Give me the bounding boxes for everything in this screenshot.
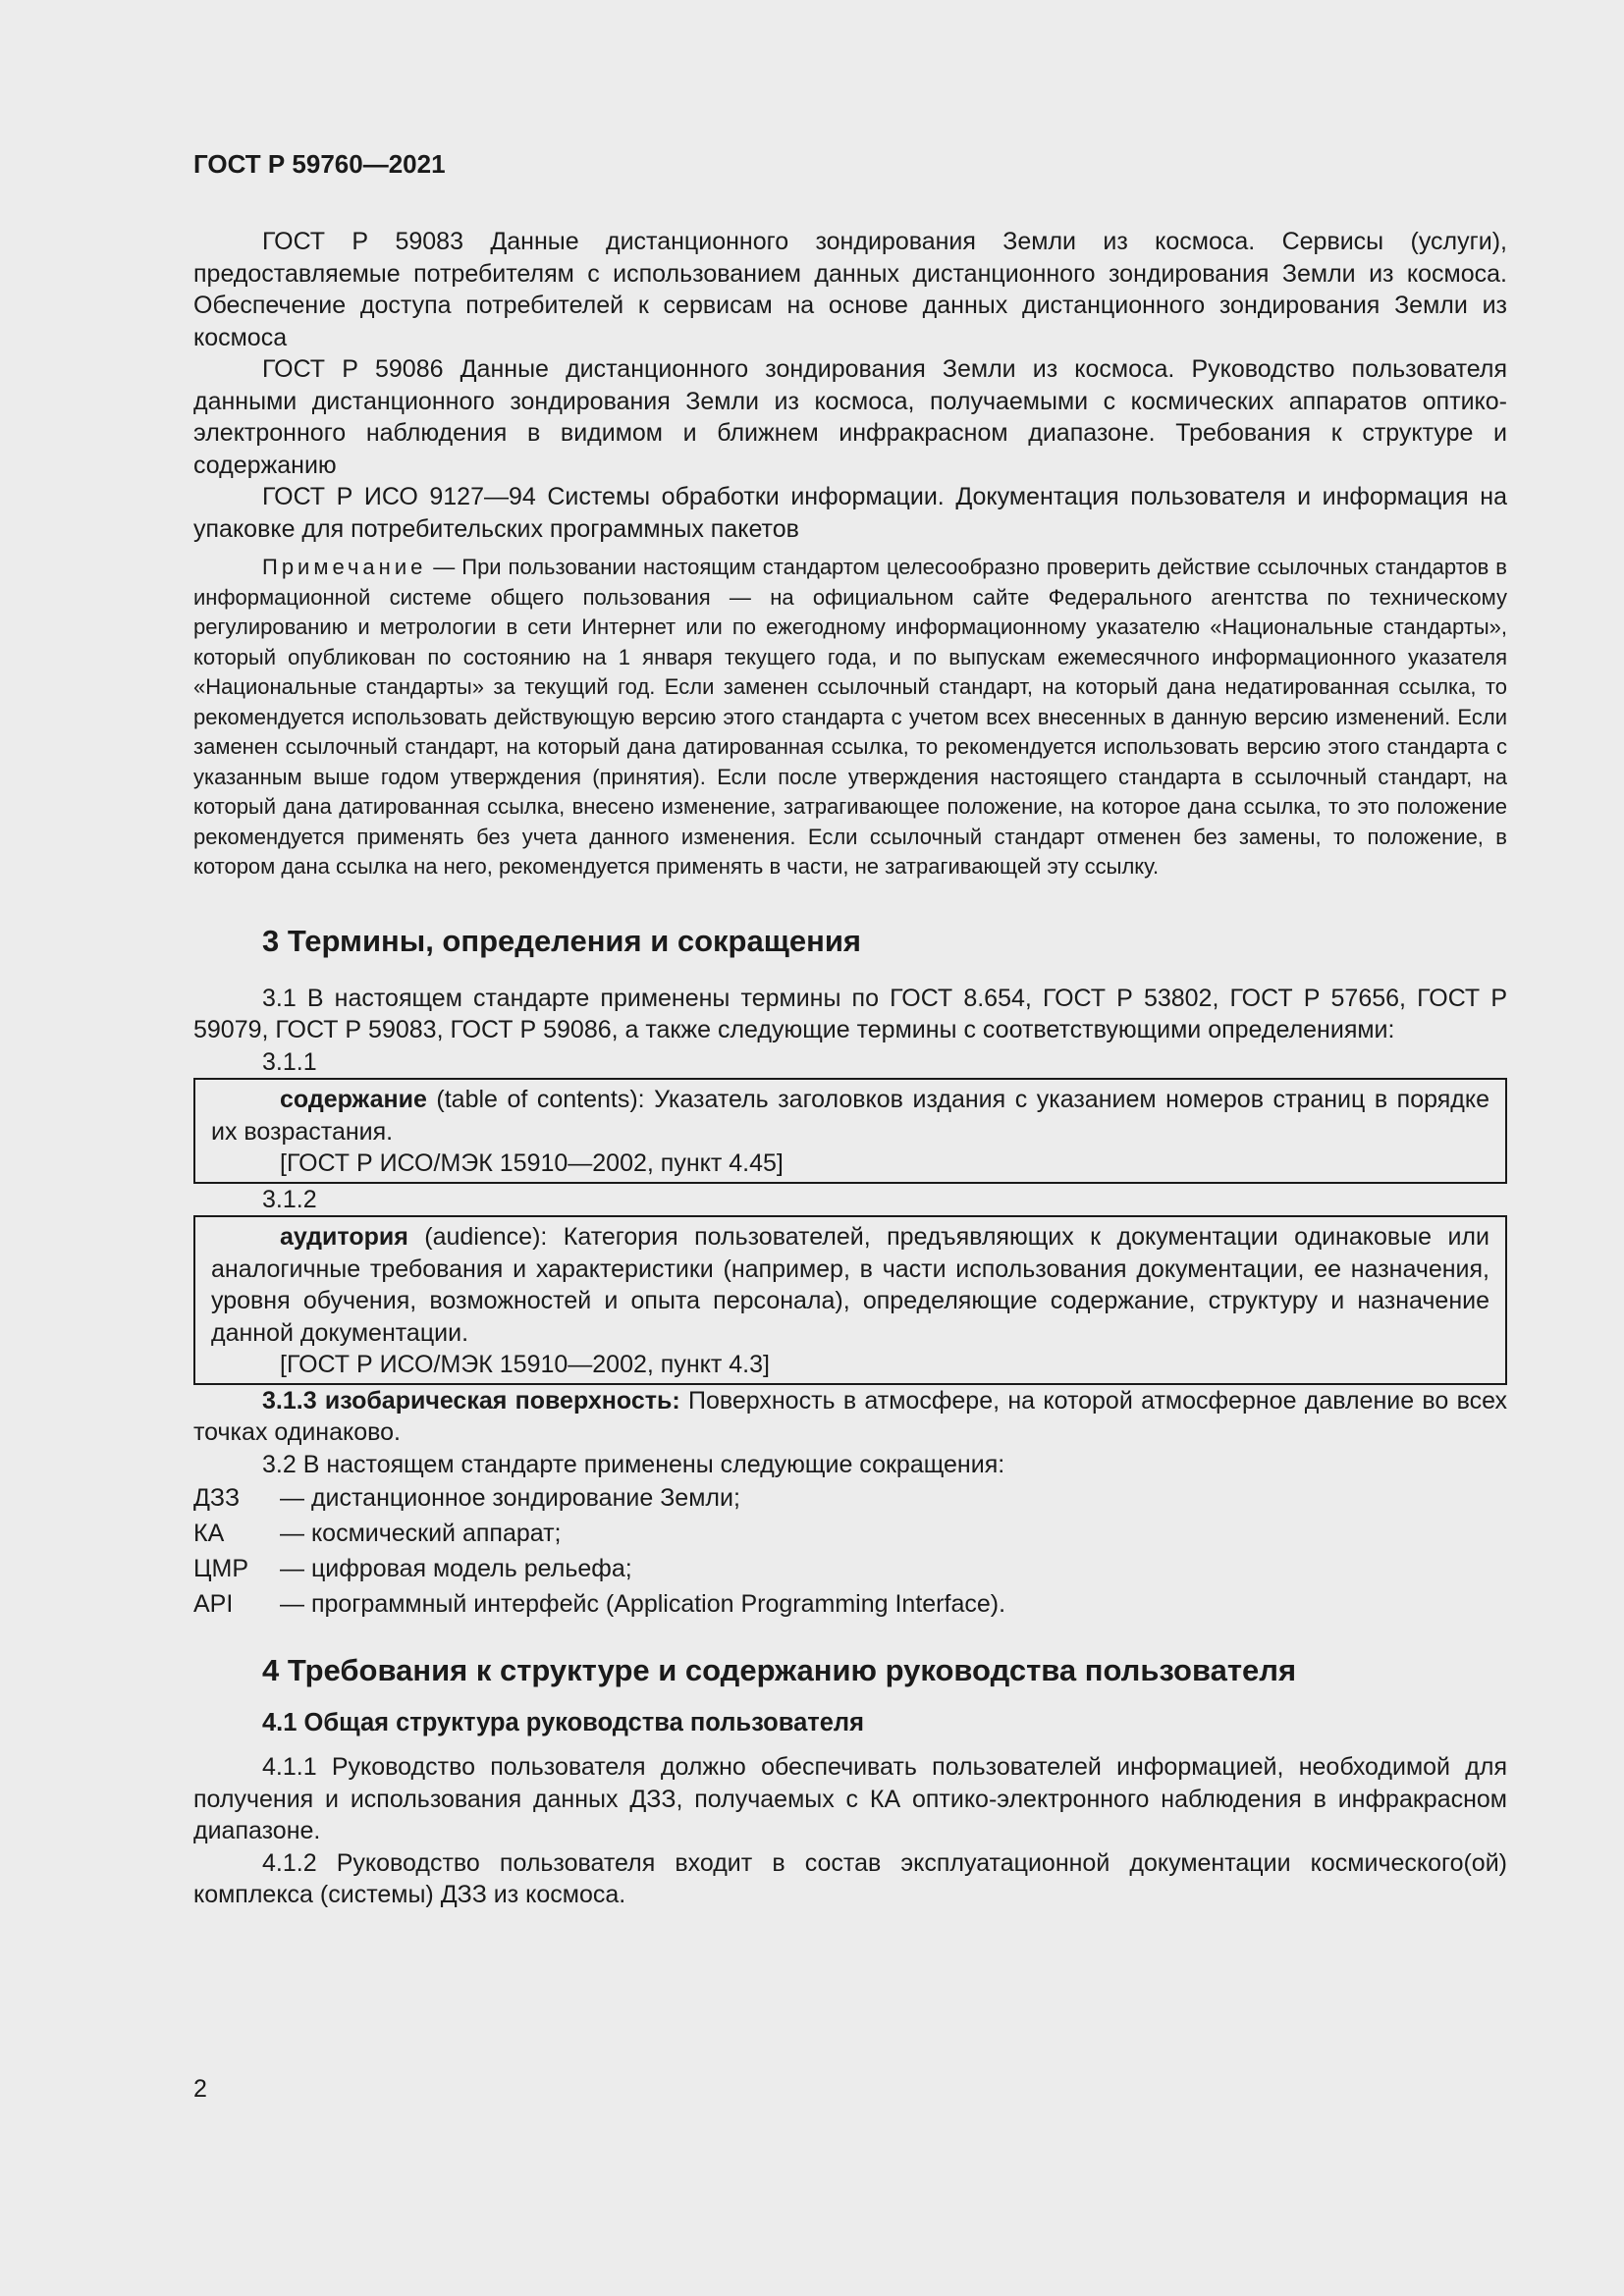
term-heading: 3.1.3 изобарическая поверхность: (262, 1386, 680, 1415)
term-source: [ГОСТ Р ИСО/МЭК 15910—2002, пункт 4.3] (280, 1351, 770, 1378)
note-text: — При пользовании настоящим стандартом целесообразно проверить действие ссылочных стандартов в информационной системе общего пользования — на официальном сайте Федерального агентства по техническому регулированию и метрологии в сети Интернет или по ежегодному информационному указателю «Национальные стандарты», который опубликован по состоянию на 1 января текущего года, и по выпускам ежемесячного информационного указателя «Национальные стандарты» за текущий год. Если заменен ссылочный стандарт, на который дана недатированная ссылка, то рекомендуется использовать действующую версию этого стандарта с учетом всех внесенных в данную версию изменений. Если заменен ссылочный стандарт, на который дана датированная ссылка, то рекомендуется использовать версию этого стандарта с указанным выше годом утверждения (принятия). Если после утверждения настоящего стандарта в ссылочный стандарт, на который дана датированная ссылка, внесено изменение, затрагивающее положение, на которое дана ссылка, то это положение рекомендуется применять без учета данного изменения. Если ссылочный стандарт отменен без замены, то положение, в котором дана ссылка на него, рекомендуется применять в части, не затрагивающей эту ссылку. (193, 555, 1507, 879)
term-name: аудитория (280, 1223, 408, 1251)
subsection-4-1-heading: 4.1 Общая структура руководства пользователя (262, 1709, 864, 1736)
abbreviation-code: ЦМР (193, 1555, 248, 1582)
term-box-contents (193, 1078, 1507, 1184)
note-label: Примечание (262, 555, 427, 579)
abbreviation-code: КА (193, 1520, 225, 1547)
term-name: содержание (280, 1086, 427, 1113)
paragraph-4-1-2: 4.1.2 Руководство пользователя входит в состав эксплуатационной документации космического(ой) комплекса (системы) ДЗЗ из космоса. (193, 1848, 1507, 1908)
abbreviation-meaning: — космический аппарат; (280, 1520, 562, 1547)
reference-item: ГОСТ Р 59083 Данные дистанционного зондирования Земли из космоса. Сервисы (услуги), предоставляемые потребителям с использованием данных дистанционного зондирования Земли из космоса. Обеспечение доступа потребителей к сервисам на основе данных дистанционного зондирования Земли из космоса (193, 228, 1507, 351)
normative-references (193, 226, 1507, 545)
abbreviation-list (193, 1480, 1507, 1622)
abbreviation-row (193, 1516, 1507, 1551)
page-number: 2 (193, 2075, 207, 2103)
abbreviation-meaning: — программный интерфейс (Application Programming Interface). (280, 1590, 1006, 1618)
term-source: [ГОСТ Р ИСО/МЭК 15910—2002, пункт 4.45] (280, 1149, 784, 1177)
abbreviation-row (193, 1480, 1507, 1516)
term-definition (211, 1221, 1489, 1349)
note-paragraph (193, 553, 1507, 882)
abbreviation-row (193, 1586, 1507, 1622)
reference-item: ГОСТ Р ИСО 9127—94 Системы обработки информации. Документация пользователя и информация на упаковке для потребительских программных пакетов (193, 483, 1507, 543)
abbreviation-row (193, 1551, 1507, 1586)
abbreviation-code: API (193, 1590, 234, 1618)
term-definition-text: (table of contents): Указатель заголовков издания с указанием номеров страниц в порядке их возрастания. (211, 1086, 1489, 1146)
paragraph-4-1-1: 4.1.1 Руководство пользователя должно обеспечивать пользователей информацией, необходимой для получения и использования данных ДЗЗ, получаемых с КА оптико-электронного наблюдения в инфракрасном диапазоне. (193, 1753, 1507, 1844)
abbreviation-meaning: — цифровая модель рельефа; (280, 1555, 632, 1582)
term-3-1-3 (193, 1385, 1507, 1449)
document-page (193, 147, 1507, 1911)
term-number-3-1-1: 3.1.1 (262, 1047, 317, 1076)
term-definition-text: Поверхность в атмосфере, на которой атмосферное давление во всех точках одинаково. (193, 1386, 1507, 1446)
term-box-audience (193, 1215, 1507, 1385)
document-header: ГОСТ Р 59760—2021 (193, 149, 446, 179)
abbreviation-code: ДЗЗ (193, 1484, 241, 1512)
abbreviation-meaning: — дистанционное зондирование Земли; (280, 1484, 740, 1512)
term-definition-text: (audience): Категория пользователей, предъявляющих к документации одинаковые или аналогичные требования и характеристики (например, в части использования документации, ее назначения, уровня обучения, возможностей и опыта персонала), определяющие содержание, структуру и назначение данной документации. (211, 1223, 1489, 1347)
reference-item: ГОСТ Р 59086 Данные дистанционного зондирования Земли из космоса. Руководство пользователя данными дистанционного зондирования Земли из космоса, получаемыми с космических аппаратов оптико-электронного наблюдения в видимом и ближнем инфракрасном диапазоне. Требования к структуре и содержанию (193, 355, 1507, 479)
term-definition (211, 1084, 1489, 1148)
section-3-heading: 3 Термины, определения и сокращения (262, 923, 861, 958)
paragraph-3-2: 3.2 В настоящем стандарте применены следующие сокращения: (262, 1450, 1005, 1478)
term-number-3-1-2: 3.1.2 (262, 1185, 317, 1213)
paragraph-3-1: 3.1 В настоящем стандарте применены термины по ГОСТ 8.654, ГОСТ Р 53802, ГОСТ Р 57656, ГОСТ Р 59079, ГОСТ Р 59083, ГОСТ Р 59086, а также следующие термины с соответствующими определениями: (193, 984, 1507, 1043)
section-4-heading: 4 Требования к структуре и содержанию руководства пользователя (262, 1653, 1297, 1687)
